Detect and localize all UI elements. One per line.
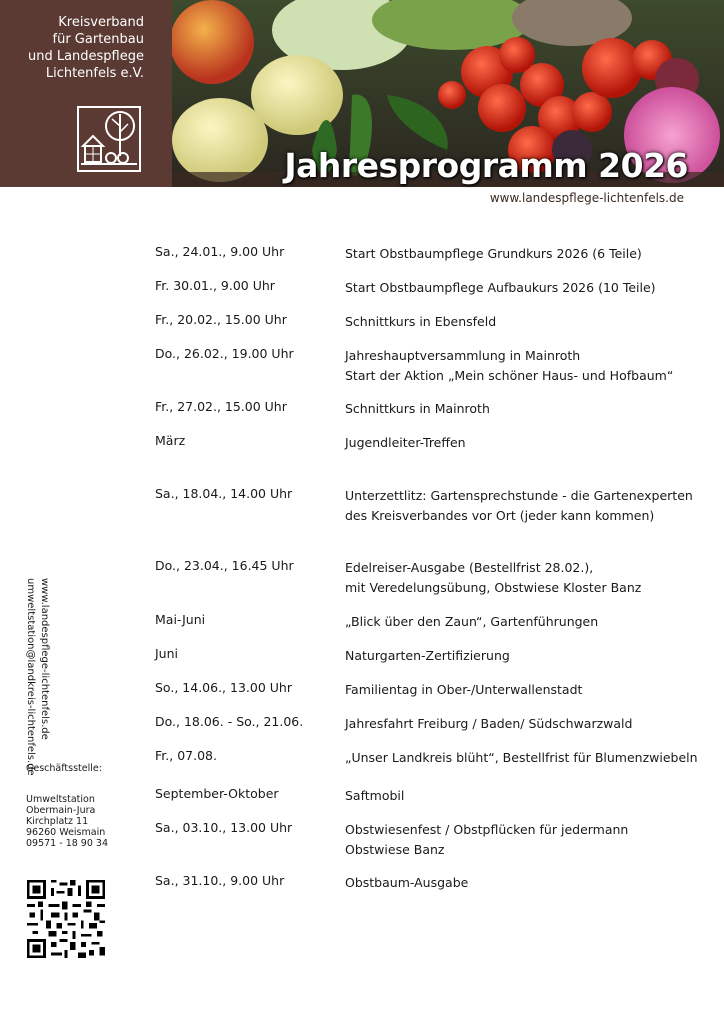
event-description: Obstwiesenfest / Obstpflücken für jedermann Obstwiese Banz	[345, 822, 629, 857]
event-description: Unterzettlitz: Gartensprechstunde - die Gartenexperten des Kreisverbandes vor Ort (jeder kann kommen)	[345, 488, 693, 523]
website-link[interactable]: www.landespflege-lichtenfels.de	[489, 191, 684, 205]
event-date: Fr. 30.01., 9.00 Uhr	[155, 278, 275, 293]
event-description: Familientag in Ober-/Unterwallenstadt	[345, 682, 583, 697]
event-description: Jahreshauptversammlung in Mainroth Start der Aktion „Mein schöner Haus- und Hofbaum“	[345, 348, 674, 383]
event-date: Sa., 18.04., 14.00 Uhr	[155, 486, 293, 501]
phone-number: 09571 - 18 90 34	[26, 838, 108, 849]
org-line: Kreisverband	[58, 15, 144, 30]
event-date: Fr., 20.02., 15.00 Uhr	[155, 312, 287, 327]
event-date: Do., 23.04., 16.45 Uhr	[155, 558, 294, 573]
office-label: Geschäftsstelle:	[26, 763, 102, 774]
event-date: So., 14.06., 13.00 Uhr	[155, 680, 292, 695]
event-description: Start Obstbaumpflege Aufbaukurs 2026 (10 Teile)	[345, 280, 656, 295]
event-date: Fr., 27.02., 15.00 Uhr	[155, 399, 287, 414]
contact-vertical	[22, 578, 52, 776]
event-description: „Blick über den Zaun“, Gartenführungen	[345, 614, 599, 629]
event-date: Do., 18.06. - So., 21.06.	[155, 714, 304, 729]
event-date: Fr., 07.08.	[155, 748, 217, 763]
qr-code-icon[interactable]	[27, 880, 105, 958]
address-line: Umweltstation	[26, 794, 95, 805]
brand-panel	[0, 0, 172, 187]
event-description: Jahresfahrt Freiburg / Baden/ Südschwarzwald	[345, 716, 633, 731]
address-line: Obermain-Jura	[26, 805, 96, 816]
org-line: Lichtenfels e.V.	[45, 66, 144, 81]
event-date: Sa., 24.01., 9.00 Uhr	[155, 244, 285, 259]
event-description: Naturgarten-Zertifizierung	[345, 648, 510, 663]
event-date: Do., 26.02., 19.00 Uhr	[155, 346, 294, 361]
event-description: Saftmobil	[345, 788, 405, 803]
address-line: 96260 Weismain	[26, 827, 106, 838]
office-address	[26, 763, 108, 849]
event-date: Juni	[155, 646, 179, 661]
header	[0, 0, 724, 187]
event-description: Start Obstbaumpflege Grundkurs 2026 (6 Teile)	[345, 246, 642, 261]
event-date: September-Oktober	[155, 786, 279, 801]
event-date: März	[155, 433, 186, 448]
event-date: Sa., 03.10., 13.00 Uhr	[155, 820, 293, 835]
logo-icon	[77, 106, 141, 172]
page-title: Jahresprogramm 2026	[284, 146, 688, 185]
event-description: Schnittkurs in Mainroth	[345, 401, 490, 416]
event-date: Sa., 31.10., 9.00 Uhr	[155, 873, 285, 888]
event-description: „Unser Landkreis blüht“, Bestellfrist für Blumenzwiebeln	[345, 750, 698, 765]
address-line: Kirchplatz 11	[26, 816, 89, 827]
website-vertical[interactable]: www.landespflege-lichtenfels.de	[39, 578, 50, 740]
email-vertical[interactable]: umweltstation@landkreis-lichtenfels.de	[25, 578, 36, 776]
event-description: Obstbaum-Ausgabe	[345, 875, 469, 890]
event-description: Schnittkurs in Ebensfeld	[345, 314, 497, 329]
event-description: Jugendleiter-Treffen	[345, 435, 466, 450]
org-line: und Landespflege	[27, 49, 144, 64]
event-date: Mai-Juni	[155, 612, 206, 627]
event-description: Edelreiser-Ausgabe (Bestellfrist 28.02.), mit Veredelungsübung, Obstwiese Kloster Banz	[345, 560, 642, 595]
organization-name	[28, 14, 144, 82]
org-line: für Gartenbau	[52, 32, 144, 47]
